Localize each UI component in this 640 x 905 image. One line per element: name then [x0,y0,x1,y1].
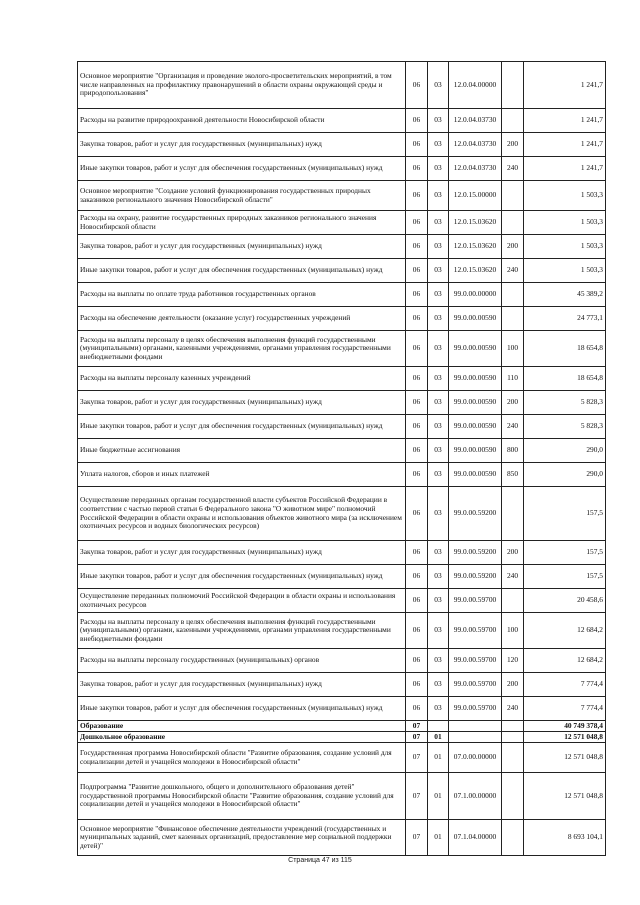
section-code-cell: 06 [406,283,428,307]
row-name-cell: Основное мероприятие "Организация и проведение эколого-просветительских мероприятий, в том числе направленных на профилактику правонарушений в области охраны окружающей среды и природопользования" [78,62,406,109]
amount-cell: 5 828,3 [524,391,606,415]
table-row [78,283,606,307]
amount-cell: 40 749 378,4 [524,721,606,732]
expense-type-cell [502,307,524,331]
expense-type-cell [502,773,524,820]
target-article-cell: 07.0.00.00000 [449,743,502,773]
expense-type-cell: 110 [502,367,524,391]
subsection-code-cell: 03 [428,649,449,673]
amount-cell: 1 241,7 [524,62,606,109]
row-name-cell: Иные закупки товаров, работ и услуг для обеспечения государственных (муниципальных) нужд [78,157,406,181]
target-article-cell: 99.0.00.59200 [449,565,502,589]
target-article-cell: 12.0.15.03620 [449,235,502,259]
table-row [78,109,606,133]
subsection-code-cell: 03 [428,613,449,649]
table-row [78,673,606,697]
amount-cell: 5 828,3 [524,415,606,439]
amount-cell: 290,0 [524,463,606,487]
row-name-cell: Закупка товаров, работ и услуг для государственных (муниципальных) нужд [78,391,406,415]
section-code-cell: 06 [406,541,428,565]
target-article-cell: 12.0.15.03620 [449,259,502,283]
section-code-cell: 06 [406,109,428,133]
subsection-code-cell: 03 [428,367,449,391]
target-article-cell [449,721,502,732]
table-row [78,565,606,589]
amount-cell: 45 389,2 [524,283,606,307]
table-row [78,743,606,773]
amount-cell: 1 503,3 [524,211,606,235]
subsection-code-cell: 03 [428,439,449,463]
subsection-code-cell: 03 [428,235,449,259]
subsection-code-cell: 03 [428,487,449,541]
section-code-cell: 06 [406,181,428,211]
amount-cell: 24 773,1 [524,307,606,331]
subsection-code-cell: 03 [428,62,449,109]
page-number: Страница 47 из 115 [288,857,352,864]
target-article-cell: 12.0.15.03620 [449,211,502,235]
row-name-cell: Расходы на выплаты персоналу в целях обеспечения выполнения функций государственными (муниципальными) органами, казенными учреждениями, органами управления государственными внебюджетными фондами [78,331,406,367]
amount-cell: 1 241,7 [524,157,606,181]
subsection-code-cell: 03 [428,331,449,367]
expense-type-cell [502,732,524,743]
section-code-cell: 07 [406,732,428,743]
subsection-code-cell: 03 [428,463,449,487]
table-row [78,181,606,211]
table-row [78,773,606,820]
table-row [78,157,606,181]
section-code-cell: 06 [406,463,428,487]
section-code-cell: 07 [406,820,428,856]
section-code-cell: 06 [406,211,428,235]
target-article-cell: 07.1.04.00000 [449,820,502,856]
amount-cell: 12 571 048,8 [524,773,606,820]
target-article-cell: 99.0.00.59700 [449,589,502,613]
section-code-cell: 06 [406,259,428,283]
amount-cell: 157,5 [524,541,606,565]
expense-type-cell [502,62,524,109]
amount-cell: 18 654,8 [524,367,606,391]
amount-cell: 157,5 [524,565,606,589]
row-name-cell: Расходы на выплаты по оплате труда работников государственных органов [78,283,406,307]
amount-cell: 1 503,3 [524,181,606,211]
row-name-cell: Основное мероприятие "Финансовое обеспечение деятельности учреждений (государственных и муниципальных заданий, смет казенных организаций, предоставление мер социальной поддержки детей)" [78,820,406,856]
section-code-cell: 06 [406,235,428,259]
row-name-cell: Расходы на выплаты персоналу в целях обеспечения выполнения функций государственными (муниципальными) органами, казенными учреждениями, органами управления государственными внебюджетными фондами [78,613,406,649]
table-row [78,391,606,415]
table-row [78,133,606,157]
target-article-cell: 99.0.00.00590 [449,463,502,487]
expense-type-cell [502,283,524,307]
section-code-cell: 06 [406,157,428,181]
row-name-cell: Расходы на охрану, развитие государственных природных заказников регионального значения Новосибирской области [78,211,406,235]
subsection-code-cell: 03 [428,589,449,613]
amount-cell: 8 693 104,1 [524,820,606,856]
section-code-cell: 06 [406,307,428,331]
expense-type-cell: 100 [502,331,524,367]
expense-type-cell [502,487,524,541]
section-code-cell: 07 [406,721,428,732]
section-code-cell: 07 [406,743,428,773]
subsection-code-cell: 03 [428,157,449,181]
row-name-cell: Закупка товаров, работ и услуг для государственных (муниципальных) нужд [78,133,406,157]
amount-cell: 12 684,2 [524,613,606,649]
target-article-cell: 99.0.00.00590 [449,391,502,415]
expense-type-cell: 240 [502,565,524,589]
row-name-cell: Расходы на выплаты персоналу казенных учреждений [78,367,406,391]
expense-type-cell: 850 [502,463,524,487]
row-name-cell: Государственная программа Новосибирской области "Развитие образования, создание условий для социализации детей и учащейся молодежи в Новосибирской области" [78,743,406,773]
target-article-cell: 12.0.04.00000 [449,62,502,109]
section-code-cell: 06 [406,697,428,721]
amount-cell: 18 654,8 [524,331,606,367]
amount-cell: 290,0 [524,439,606,463]
subsection-code-cell: 03 [428,133,449,157]
table-row [78,463,606,487]
subsection-code-cell: 01 [428,743,449,773]
section-code-cell: 06 [406,391,428,415]
row-name-cell: Иные закупки товаров, работ и услуг для обеспечения государственных (муниципальных) нужд [78,697,406,721]
table-row [78,649,606,673]
row-name-cell: Подпрограмма "Развитие дошкольного, общего и дополнительного образования детей" государственной программы Новосибирской области "Развитие образования, создание условий для социализации детей и учащейся молодежи в Новосибирской области" [78,773,406,820]
expense-type-cell: 100 [502,613,524,649]
table-row [78,820,606,856]
expense-type-cell [502,721,524,732]
amount-cell: 12 571 048,8 [524,732,606,743]
target-article-cell: 99.0.00.00590 [449,439,502,463]
target-article-cell: 99.0.00.00590 [449,367,502,391]
subsection-code-cell: 03 [428,697,449,721]
expense-type-cell [502,743,524,773]
table-row [78,697,606,721]
subsection-code-cell: 03 [428,211,449,235]
subsection-code-cell: 03 [428,415,449,439]
table-row [78,62,606,109]
target-article-cell: 07.1.00.00000 [449,773,502,820]
section-code-cell: 06 [406,439,428,463]
subsection-code-cell: 03 [428,541,449,565]
target-article-cell [449,732,502,743]
amount-cell: 157,5 [524,487,606,541]
target-article-cell: 12.0.04.03730 [449,157,502,181]
expense-type-cell: 200 [502,133,524,157]
section-code-cell: 06 [406,673,428,697]
expense-type-cell: 200 [502,673,524,697]
section-code-cell: 06 [406,487,428,541]
table-row [78,439,606,463]
expense-type-cell [502,820,524,856]
row-name-cell: Осуществление переданных органам государственной власти субъектов Российской Федерации в соответствии с частью первой статьи 6 Федерального закона "О животном мире" полномочий Российской Федерации в области охраны и использования объектов животного мира (за исключением охотничьих ресурсов и водных биологических ресурсов) [78,487,406,541]
table-row [78,487,606,541]
amount-cell: 1 241,7 [524,109,606,133]
table-row [78,415,606,439]
table-row [78,307,606,331]
section-code-cell: 06 [406,589,428,613]
subsection-code-cell: 03 [428,307,449,331]
target-article-cell: 99.0.00.59700 [449,613,502,649]
table-row [78,721,606,732]
subsection-code-cell: 03 [428,283,449,307]
expense-type-cell: 240 [502,157,524,181]
expense-type-cell [502,109,524,133]
section-code-cell: 07 [406,773,428,820]
table-row [78,211,606,235]
section-code-cell: 06 [406,565,428,589]
row-name-cell: Расходы на выплаты персоналу государственных (муниципальных) органов [78,649,406,673]
row-name-cell: Иные бюджетные ассигнования [78,439,406,463]
expense-type-cell: 200 [502,235,524,259]
section-code-cell: 06 [406,62,428,109]
amount-cell: 1 503,3 [524,259,606,283]
expense-type-cell: 240 [502,415,524,439]
target-article-cell: 12.0.15.00000 [449,181,502,211]
expense-type-cell: 200 [502,541,524,565]
row-name-cell: Основное мероприятие "Создание условий функционирования государственных природных заказников регионального значения Новосибирской области" [78,181,406,211]
amount-cell: 12 571 048,8 [524,743,606,773]
row-name-cell: Осуществление переданных полномочий Российской Федерации в области охраны и использования охотничьих ресурсов [78,589,406,613]
section-code-cell: 06 [406,331,428,367]
table-row [78,331,606,367]
amount-cell: 1 503,3 [524,235,606,259]
subsection-code-cell: 03 [428,181,449,211]
budget-table [77,61,606,856]
table-row [78,259,606,283]
amount-cell: 7 774,4 [524,697,606,721]
subsection-code-cell: 03 [428,259,449,283]
expense-type-cell: 240 [502,259,524,283]
row-name-cell: Иные закупки товаров, работ и услуг для обеспечения государственных (муниципальных) нужд [78,415,406,439]
row-name-cell: Расходы на обеспечение деятельности (оказание услуг) государственных учреждений [78,307,406,331]
table-row [78,235,606,259]
subsection-code-cell: 03 [428,391,449,415]
section-code-cell: 06 [406,415,428,439]
target-article-cell: 99.0.00.00590 [449,415,502,439]
amount-cell: 1 241,7 [524,133,606,157]
subsection-code-cell [428,721,449,732]
expense-type-cell: 800 [502,439,524,463]
table-row [78,732,606,743]
section-code-cell: 06 [406,133,428,157]
subsection-code-cell: 03 [428,673,449,697]
subsection-code-cell: 01 [428,773,449,820]
target-article-cell: 99.0.00.59700 [449,697,502,721]
row-name-cell: Уплата налогов, сборов и иных платежей [78,463,406,487]
row-name-cell: Закупка товаров, работ и услуг для государственных (муниципальных) нужд [78,673,406,697]
table-row [78,613,606,649]
target-article-cell: 99.0.00.59200 [449,541,502,565]
table-row [78,589,606,613]
row-name-cell: Дошкольное образование [78,732,406,743]
row-name-cell: Расходы на развитие природоохранной деятельности Новосибирской области [78,109,406,133]
amount-cell: 12 684,2 [524,649,606,673]
expense-type-cell [502,181,524,211]
target-article-cell: 12.0.04.03730 [449,109,502,133]
row-name-cell: Иные закупки товаров, работ и услуг для обеспечения государственных (муниципальных) нужд [78,259,406,283]
target-article-cell: 99.0.00.00590 [449,307,502,331]
expense-type-cell: 240 [502,697,524,721]
subsection-code-cell: 01 [428,820,449,856]
subsection-code-cell: 03 [428,109,449,133]
row-name-cell: Закупка товаров, работ и услуг для государственных (муниципальных) нужд [78,541,406,565]
target-article-cell: 99.0.00.00590 [449,331,502,367]
expense-type-cell [502,589,524,613]
amount-cell: 7 774,4 [524,673,606,697]
section-code-cell: 06 [406,613,428,649]
expense-type-cell: 200 [502,391,524,415]
section-code-cell: 06 [406,649,428,673]
row-name-cell: Иные закупки товаров, работ и услуг для обеспечения государственных (муниципальных) нужд [78,565,406,589]
target-article-cell: 99.0.00.00000 [449,283,502,307]
target-article-cell: 99.0.00.59700 [449,673,502,697]
subsection-code-cell: 03 [428,565,449,589]
section-code-cell: 06 [406,367,428,391]
table-row [78,541,606,565]
subsection-code-cell: 01 [428,732,449,743]
row-name-cell: Закупка товаров, работ и услуг для государственных (муниципальных) нужд [78,235,406,259]
expense-type-cell [502,211,524,235]
table-row [78,367,606,391]
target-article-cell: 99.0.00.59700 [449,649,502,673]
target-article-cell: 12.0.04.03730 [449,133,502,157]
amount-cell: 20 458,6 [524,589,606,613]
row-name-cell: Образование [78,721,406,732]
expense-type-cell: 120 [502,649,524,673]
target-article-cell: 99.0.00.59200 [449,487,502,541]
